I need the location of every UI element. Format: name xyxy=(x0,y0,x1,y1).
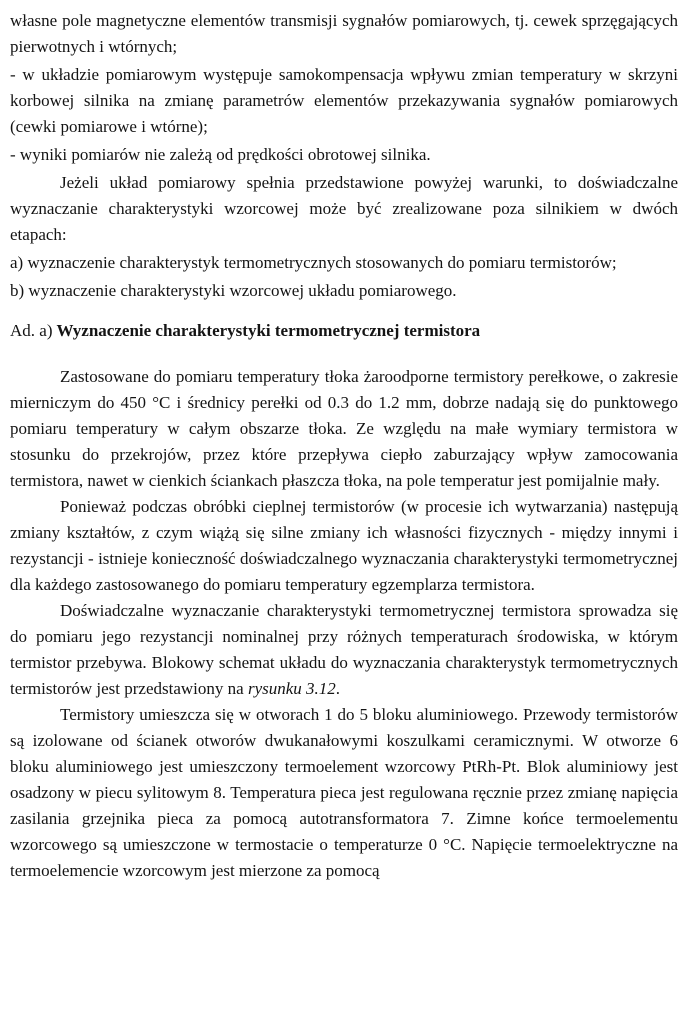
list-item-a: a) wyznaczenie charakterystyk termometrycznych stosowanych do pomiaru termistorów; xyxy=(10,253,617,272)
figure-reference: rysunku 3.12 xyxy=(247,679,336,698)
paragraph-aluminium-block: Termistory umieszcza się w otworach 1 do 5 bloku aluminiowego. Przewody termistorów są izolowane od ścianek otworów dwukanałowymi koszulkami ceramicznymi. W otworze 6 bloku aluminiowego jest umieszczony termoelement wzorcowy PtRh-Pt. Blok aluminiowy jest osadzony w piecu sylitowym 8. Temperatura pieca jest regulowana ręcznie przez zmianę napięcia zasilania grzejnika pieca za pomocą autotransformatora 7. Zimne końce termoelementu wzorcowego są umieszczone w termostacie o temperaturze 0 °C. Napięcie termoelektryczne na termoelemencie wzorcowym jest mierzone za pomocą xyxy=(10,705,678,880)
paragraph-block-diagram-text: Doświadczalne wyznaczanie charakterystyki termometrycznej termistora sprowadza się do pomiaru jego rezystancji nominalnej przy różnych temperaturach środowiska, w którym termistor przebywa. Blokowy schemat układu do wyznaczania charakterystyk termometrycznych termistorów jest przedstawiony na xyxy=(10,601,678,698)
paragraph-continuation: własne pole magnetyczne elementów transmisji sygnałów pomiarowych, tj. cewek sprzęgających pierwotnych i wtórnych; xyxy=(10,11,678,56)
paragraph-block-diagram-end: . xyxy=(335,679,341,698)
paragraph-conditions: Jeżeli układ pomiarowy spełnia przedstawione powyżej warunki, to doświadczalne wyznaczanie charakterystyki wzorcowej może być zrealizowane poza silnikiem w dwóch etapach: xyxy=(10,173,678,244)
paragraph-thermistors: Zastosowane do pomiaru temperatury tłoka żaroodporne termistory perełkowe, o zakresie mierniczym do 450 °C i średnicy perełki od 0.3 do 1.2 mm, dobrze nadają się do punktowego pomiaru temperatury w całym obszarze tłoka. Ze względu na małe wymiary termistora w stosunku do przekrojów, przez które przepływa ciepło zaburzający wpływ zamocowania termistora, nawet w cienkich ściankach płaszcza tłoka, na pole temperatur jest pomijalnie mały. xyxy=(10,367,678,490)
section-heading-title: Wyznaczenie charakterystyki termometrycznej termistora xyxy=(56,321,481,340)
paragraph-block-diagram xyxy=(10,598,678,702)
section-heading-prefix: Ad. a) xyxy=(10,321,53,340)
bullet-item-speed: - wyniki pomiarów nie zależą od prędkości obrotowej silnika. xyxy=(10,145,431,164)
bullet-item-compensation: - w układzie pomiarowym występuje samokompensacja wpływu zmian temperatury w skrzyni korbowej silnika na zmianę parametrów elementów przekazywania sygnałów pomiarowych (cewki pomiarowe i wtórne); xyxy=(10,65,678,136)
section-heading xyxy=(10,318,678,344)
list-item-b: b) wyznaczenie charakterystyki wzorcowej układu pomiarowego. xyxy=(10,281,457,300)
paragraph-heat-treatment: Ponieważ podczas obróbki cieplnej termistorów (w procesie ich wytwarzania) następują zmiany kształtów, z czym wiążą się silne zmiany ich własności fizycznych - między innymi i rezystancji - istnieje konieczność doświadczalnego wyznaczania charakterystyki termometrycznej dla każdego zastosowanego do pomiaru temperatury egzemplarza termistora. xyxy=(10,497,678,594)
